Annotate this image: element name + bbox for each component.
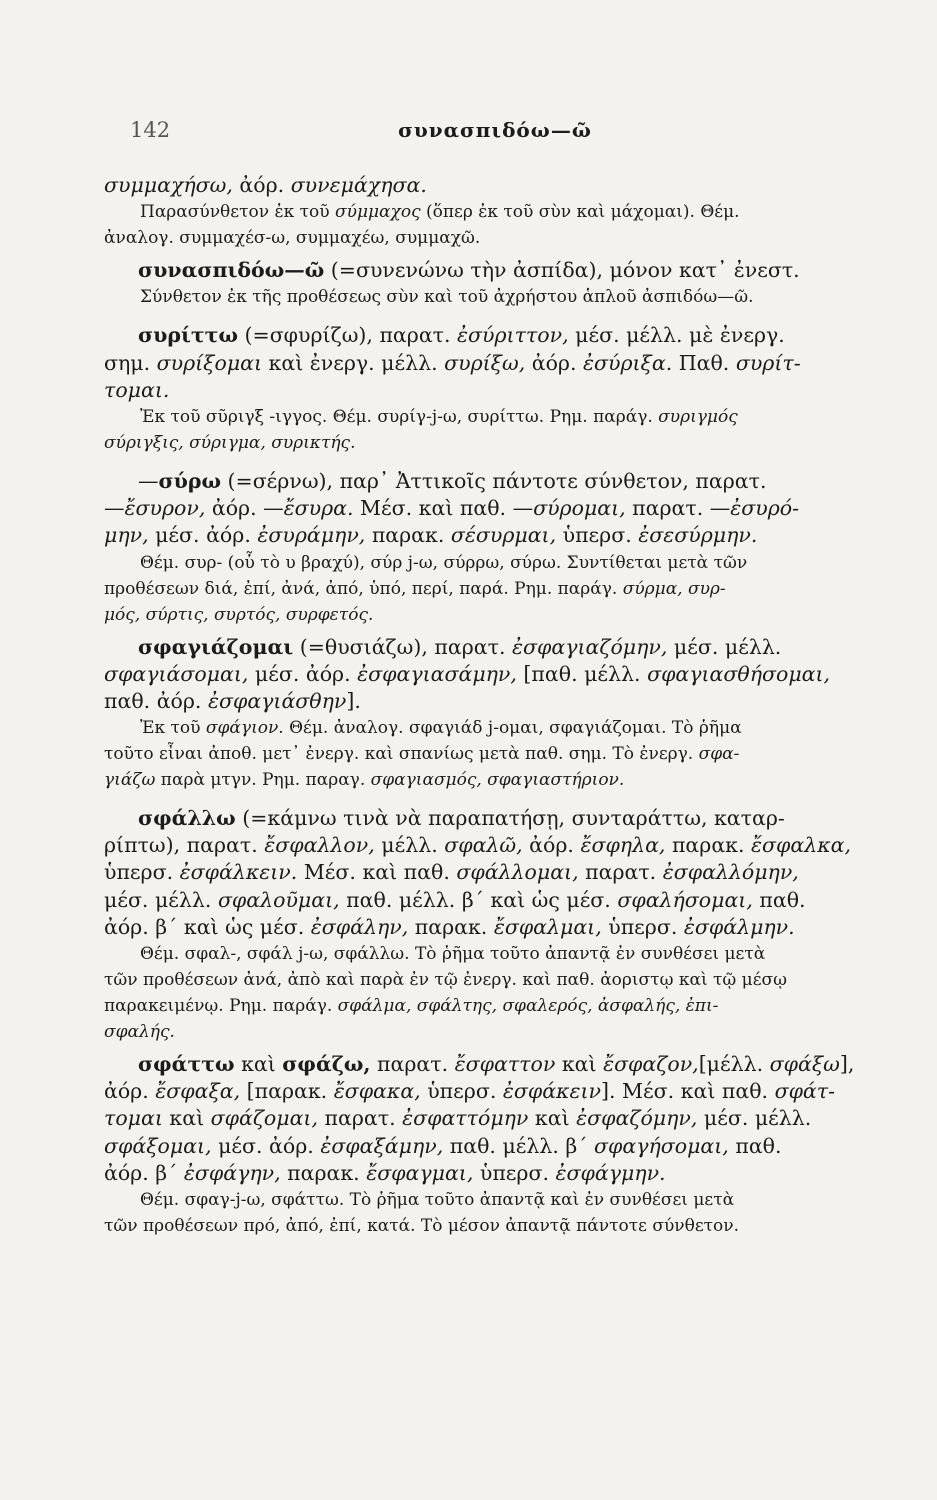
- entry-line: Θέμ. σφαλ-, σφάλ j-ω, σφάλλω. Τὸ ῥῆμα τοῦτο ἀπαντᾷ ἐν συνθέσει μετὰ: [140, 944, 766, 964]
- entry-line: Ἐκ τοῦ σῦριγξ -ιγγος. Θέμ. συρίγ-j-ω, συρίττω. Ρημ. παράγ. συριγμός: [140, 406, 738, 427]
- entry-line: σφαγιάσομαι, μέσ. ἀόρ. ἐσφαγιασάμην, [παθ. μέλλ. σφαγιασθήσομαι,: [104, 661, 831, 686]
- entry-line: συμμαχήσω, ἀόρ. συνεμάχησα.: [104, 173, 427, 197]
- entry-line: ὑπερσ. ἐσφάλκειν. Μέσ. καὶ παθ. σφάλλομαι, παρατ. ἐσφαλλόμην,: [104, 860, 799, 885]
- entry-line: σφάξομαι, μέσ. ἀόρ. ἐσφαξάμην, παθ. μέλλ. β´ σφαγήσομαι, παθ.: [104, 1133, 782, 1158]
- page-body: [104, 172, 866, 1239]
- entry-line: σφάλλω (=κάμνω τινὰ νὰ παραπατήσῃ, συνταράττω, καταρ-: [138, 806, 785, 831]
- entry-line: σφάττω καὶ σφάζω, παρατ. ἔσφαττον καὶ ἔσφαζον,[μέλλ. σφάξω],: [138, 1052, 855, 1076]
- entry-line: μός, σύρτις, συρτός, συρφετός.: [104, 604, 374, 625]
- entry-line: σημ. συρίξομαι καὶ ἐνεργ. μέλλ. συρίξω, ἀόρ. ἐσύριξα. Παθ. συρίτ-: [104, 350, 801, 375]
- entry-line: σφαγιάζομαι (=θυσιάζω), παρατ. ἐσφαγιαζόμην, μέσ. μέλλ.: [138, 634, 782, 659]
- entry-line: παρακειμένῳ. Ρημ. παράγ. σφάλμα, σφάλτης, σφαλερός, ἀσφαλής, ἐπι-: [104, 996, 719, 1016]
- entry-line: μην, μέσ. ἀόρ. ἐσυράμην, παρακ. σέσυρμαι, ὑπερσ. ἐσεσύρμην.: [104, 523, 758, 548]
- entry-line: ἀόρ. ἔσφαξα, [παρακ. ἔσφακα, ὑπερσ. ἐσφάκειν]. Μέσ. καὶ παθ. σφάτ-: [104, 1079, 836, 1104]
- page-number: 142: [130, 118, 171, 142]
- entry-line: τῶν προθέσεων ἀνά, ἀπὸ καὶ παρὰ ἐν τῷ ἐνεργ. καὶ παθ. ἀοριστῳ καὶ τῷ μέσῳ: [104, 970, 788, 990]
- page-header: [130, 118, 860, 148]
- entry-line: τομαι.: [104, 377, 170, 402]
- entry-line: τῶν προθέσεων πρό, ἀπό, ἐπί, κατά. Τὸ μέσον ἀπαντᾷ πάντοτε σύνθετον.: [104, 1215, 740, 1236]
- entry-line: παθ. ἀόρ. ἐσφαγιάσθην].: [104, 688, 361, 713]
- entry-line: ἀναλογ. συμμαχέσ-ω, συμμαχέω, συμμαχῶ.: [104, 228, 481, 249]
- entry-line: Σύνθετον ἐκ τῆς προθέσεως σὺν καὶ τοῦ ἀχρήστου ἁπλοῦ ἀσπιδόω—ῶ.: [140, 287, 754, 308]
- entry-line: Παρασύνθετον ἐκ τοῦ σύμμαχος (ὅπερ ἐκ τοῦ σὺν καὶ μάχομαι). Θέμ.: [140, 202, 740, 223]
- entry-line: Θέμ. σφαγ-j-ω, σφάττω. Τὸ ῥῆμα τοῦτο ἀπαντᾷ καὶ ἐν συνθέσει μετὰ: [140, 1189, 735, 1210]
- entry-line: —σύρω (=σέρνω), παρ᾽ Ἀττικοῖς πάντοτε σύνθετον, παρατ.: [138, 468, 767, 493]
- entry-line: σύριγξις, σύριγμα, συρικτής.: [104, 432, 356, 453]
- entry-line: Ἐκ τοῦ σφάγιον. Θέμ. ἀναλογ. σφαγιάδ j-ομαι, σφαγιάζομαι. Τὸ ῥῆμα: [140, 718, 742, 739]
- entry-line: ἀόρ. β´ ἐσφάγην, παρακ. ἔσφαγμαι, ὑπερσ. ἐσφάγμην.: [104, 1160, 666, 1185]
- entry-gap: [104, 456, 866, 468]
- entry-sphatto: [104, 1051, 866, 1239]
- entry-line: ρίπτω), παρατ. ἔσφαλλον, μέλλ. σφαλῶ, ἀόρ. ἔσφηλα, παρακ. ἔσφαλκα,: [104, 833, 852, 858]
- entry-line: συνασπιδόω—ῶ (=συνενώνω τὴν ἀσπίδα), μόνον κατ᾽ ἐνεστ.: [138, 258, 800, 283]
- entry-line: συρίττω (=σφυρίζω), παρατ. ἐσύριττον, μέσ. μέλλ. μὲ ἐνεργ.: [138, 323, 785, 348]
- entry-line: μέσ. μέλλ. σφαλοῦμαι, παθ. μέλλ. β´ καὶ ὡς μέσ. σφαλήσομαι, παθ.: [104, 887, 806, 912]
- entry-symmacheo-tail: [104, 172, 866, 251]
- entry-gap: [104, 793, 866, 805]
- entry-line: ἀόρ. β´ καὶ ὡς μέσ. ἐσφάλην, παρακ. ἔσφαλμαι, ὑπερσ. ἐσφάλμην.: [104, 914, 795, 939]
- entry-line: προθέσεων διά, ἐπί, ἀνά, ἀπό, ὑπό, περί, παρά. Ρημ. παράγ. σύρμα, συρ-: [104, 578, 726, 599]
- entry-synaspidoo: [104, 257, 866, 310]
- entry-syro: [104, 468, 866, 628]
- entry-line: τοῦτο εἶναι ἀποθ. μετ᾽ ἐνεργ. καὶ σπανίως μετὰ παθ. σημ. Τὸ ἐνεργ. σφα-: [104, 744, 740, 765]
- running-head: συνασπιδόω—ῶ: [398, 118, 592, 142]
- entry-line: —ἔσυρον, ἀόρ. —ἔσυρα. Μέσ. καὶ παθ. —σύρομαι, παρατ. —ἐσυρό-: [104, 496, 800, 521]
- entry-line: σφαλής.: [104, 1022, 175, 1042]
- entry-gap: [104, 310, 866, 322]
- entry-line: τομαι καὶ σφάζομαι, παρατ. ἐσφαττόμην καὶ ἐσφαζόμην, μέσ. μέλλ.: [104, 1106, 812, 1131]
- entry-line: Θέμ. συρ- (οὗ τὸ υ βραχύ), σύρ j-ω, σύρρω, σύρω. Συντίθεται μετὰ τῶν: [140, 552, 748, 573]
- entry-sphallo: [104, 805, 866, 1045]
- entry-line: γιάζω παρὰ μτγν. Ρημ. παραγ. σφαγιασμός, σφαγιαστήριον.: [104, 770, 625, 791]
- entry-sphagiazomai: [104, 634, 866, 794]
- entry-syritto: [104, 322, 866, 456]
